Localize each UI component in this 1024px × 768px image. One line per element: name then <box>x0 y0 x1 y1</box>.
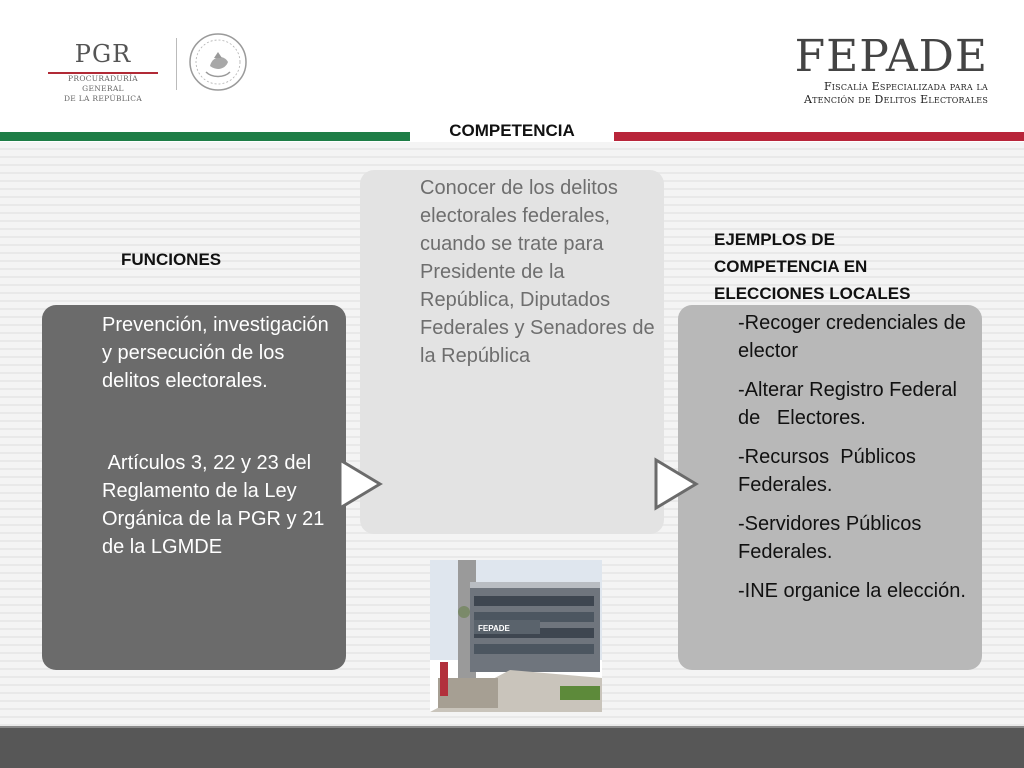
slide-title: COMPETENCIA <box>449 121 575 140</box>
ejemplos-box <box>678 305 982 670</box>
fepade-logo-subtitle-line1: Fiscalía Especializada para la <box>823 80 988 93</box>
fepade-building-image <box>430 560 602 712</box>
ejemplos-label-line1: EJEMPLOS DE <box>714 230 835 249</box>
pgr-logo-line <box>48 72 158 74</box>
ejemplos-list-item: -Recursos Públicos Federales. <box>738 446 922 496</box>
funciones-text <box>102 311 342 561</box>
competencia-federal-box <box>360 170 664 534</box>
logo-divider <box>176 38 177 90</box>
pgr-logo-title: PGR <box>74 40 132 68</box>
funciones-box <box>42 305 346 670</box>
ejemplos-list-item: -Alterar Registro Federal de Electores. <box>738 379 963 429</box>
funciones-paragraph-1: Prevención, investigación y persecución de los delitos electorales. <box>102 314 329 392</box>
building-sign: FEPADE <box>478 624 510 633</box>
triangle-right-icon <box>652 456 700 512</box>
red-title-bar <box>614 132 1024 141</box>
ejemplos-label-line2: COMPETENCIA EN <box>714 257 868 276</box>
pgr-logo-subtitle <box>48 74 158 104</box>
ejemplos-list-item: -Servidores Públicos Federales. <box>738 513 927 563</box>
pgr-logo-subtitle-line2: DE LA REPÚBLICA <box>63 94 143 103</box>
funciones-paragraph-2: Artículos 3, 22 y 23 del Reglamento de la Ley Orgánica de la PGR y 21 de la LGMDE <box>102 452 330 558</box>
ejemplos-label-line3: ELECCIONES LOCALES <box>714 284 911 303</box>
pgr-logo <box>48 40 158 104</box>
ejemplos-label <box>714 226 910 307</box>
ejemplos-list-item: -INE organice la elección. <box>738 580 966 602</box>
fepade-logo-title: FEPADE <box>794 31 988 82</box>
fepade-logo <box>794 31 988 106</box>
ejemplos-list <box>738 309 978 616</box>
fepade-logo-subtitle-line2: Atención de Delitos Electorales <box>803 93 988 106</box>
header <box>0 0 1024 132</box>
ejemplos-list-item: -Recoger credenciales de elector <box>738 312 972 362</box>
triangle-right-icon <box>336 456 384 512</box>
footer-bar <box>0 728 1024 768</box>
funciones-label: FUNCIONES <box>121 250 222 269</box>
coat-of-arms-icon <box>188 32 248 92</box>
green-title-bar <box>0 132 410 141</box>
pgr-logo-subtitle-line1: PROCURADURÍA GENERAL <box>68 74 138 93</box>
competencia-federal-text: Conocer de los delitos electorales federales, cuando se trate para Presidente de la República, Diputados Federales y Senadores de la República <box>420 177 655 367</box>
